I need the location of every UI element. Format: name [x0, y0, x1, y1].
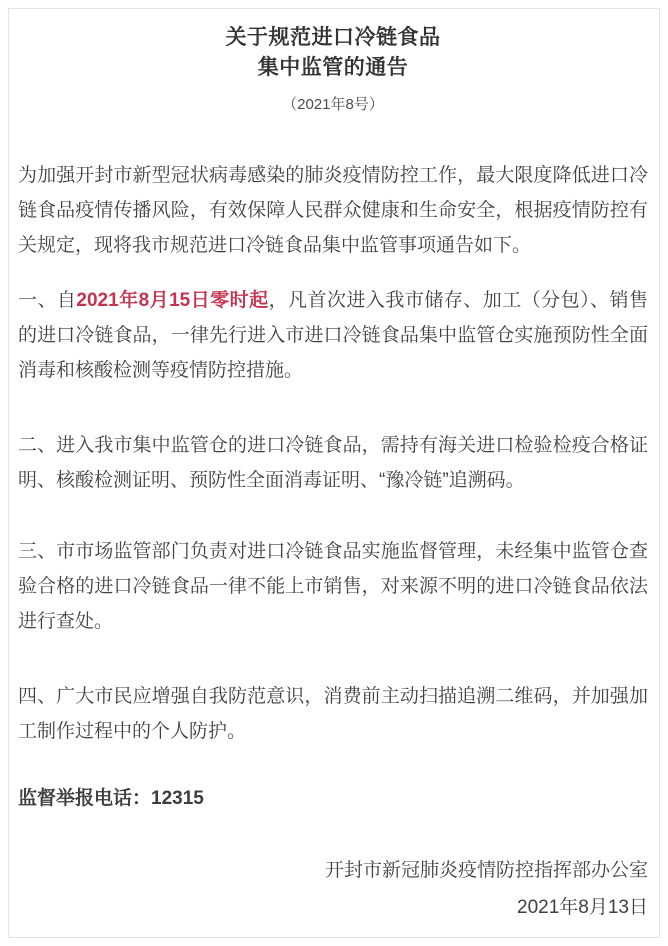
doc-number: （2021年8号）	[282, 96, 384, 113]
intro-paragraph: 为加强开封市新型冠状病毒感染的肺炎疫情防控工作，最大限度降低进口冷链食品疫情传播风险，有效保障人民群众健康和生命安全，根据疫情防控有关规定，现将我市规范进口冷链食品集中监管事项通告如下。	[18, 165, 648, 256]
item1-suffix: ，凡首次进入我市储存、加工（分包）、销售的进口冷链食品，一律先行进入市进口冷链食品集中监管仓实施预防性全面消毒和核酸检测等疫情防控措施。	[18, 290, 648, 381]
item2-paragraph: 二、进入我市集中监管仓的进口冷链食品，需持有海关进口检验检疫合格证明、核酸检测证明、预防性全面消毒证明、“豫冷链”追溯码。	[18, 435, 648, 491]
item1-prefix: 一、自	[18, 290, 77, 311]
notice-title-line1: 关于规范进口冷链食品	[225, 26, 441, 49]
notice-title	[18, 23, 648, 83]
item1-paragraph	[18, 283, 648, 388]
notice-title-line2: 集中监管的通告	[257, 56, 409, 79]
notice-card	[8, 8, 660, 938]
signature-block	[18, 852, 648, 926]
item4-paragraph: 四、广大市民应增强自我防范意识，消费前主动扫描追溯二维码，并加强加工制作过程中的个人防护。	[18, 686, 648, 742]
item3-paragraph: 三、市市场监管部门负责对进口冷链食品实施监督管理，未经集中监管仓查验合格的进口冷链食品一律不能上市销售，对来源不明的进口冷链食品依法进行查处。	[18, 541, 648, 632]
issue-date: 2021年8月13日	[517, 897, 648, 918]
hotline: 监督举报电话：12315	[18, 788, 204, 809]
issuer: 开封市新冠肺炎疫情防控指挥部办公室	[324, 860, 648, 881]
item1-highlight-date: 2021年8月15日零时起	[76, 290, 269, 311]
